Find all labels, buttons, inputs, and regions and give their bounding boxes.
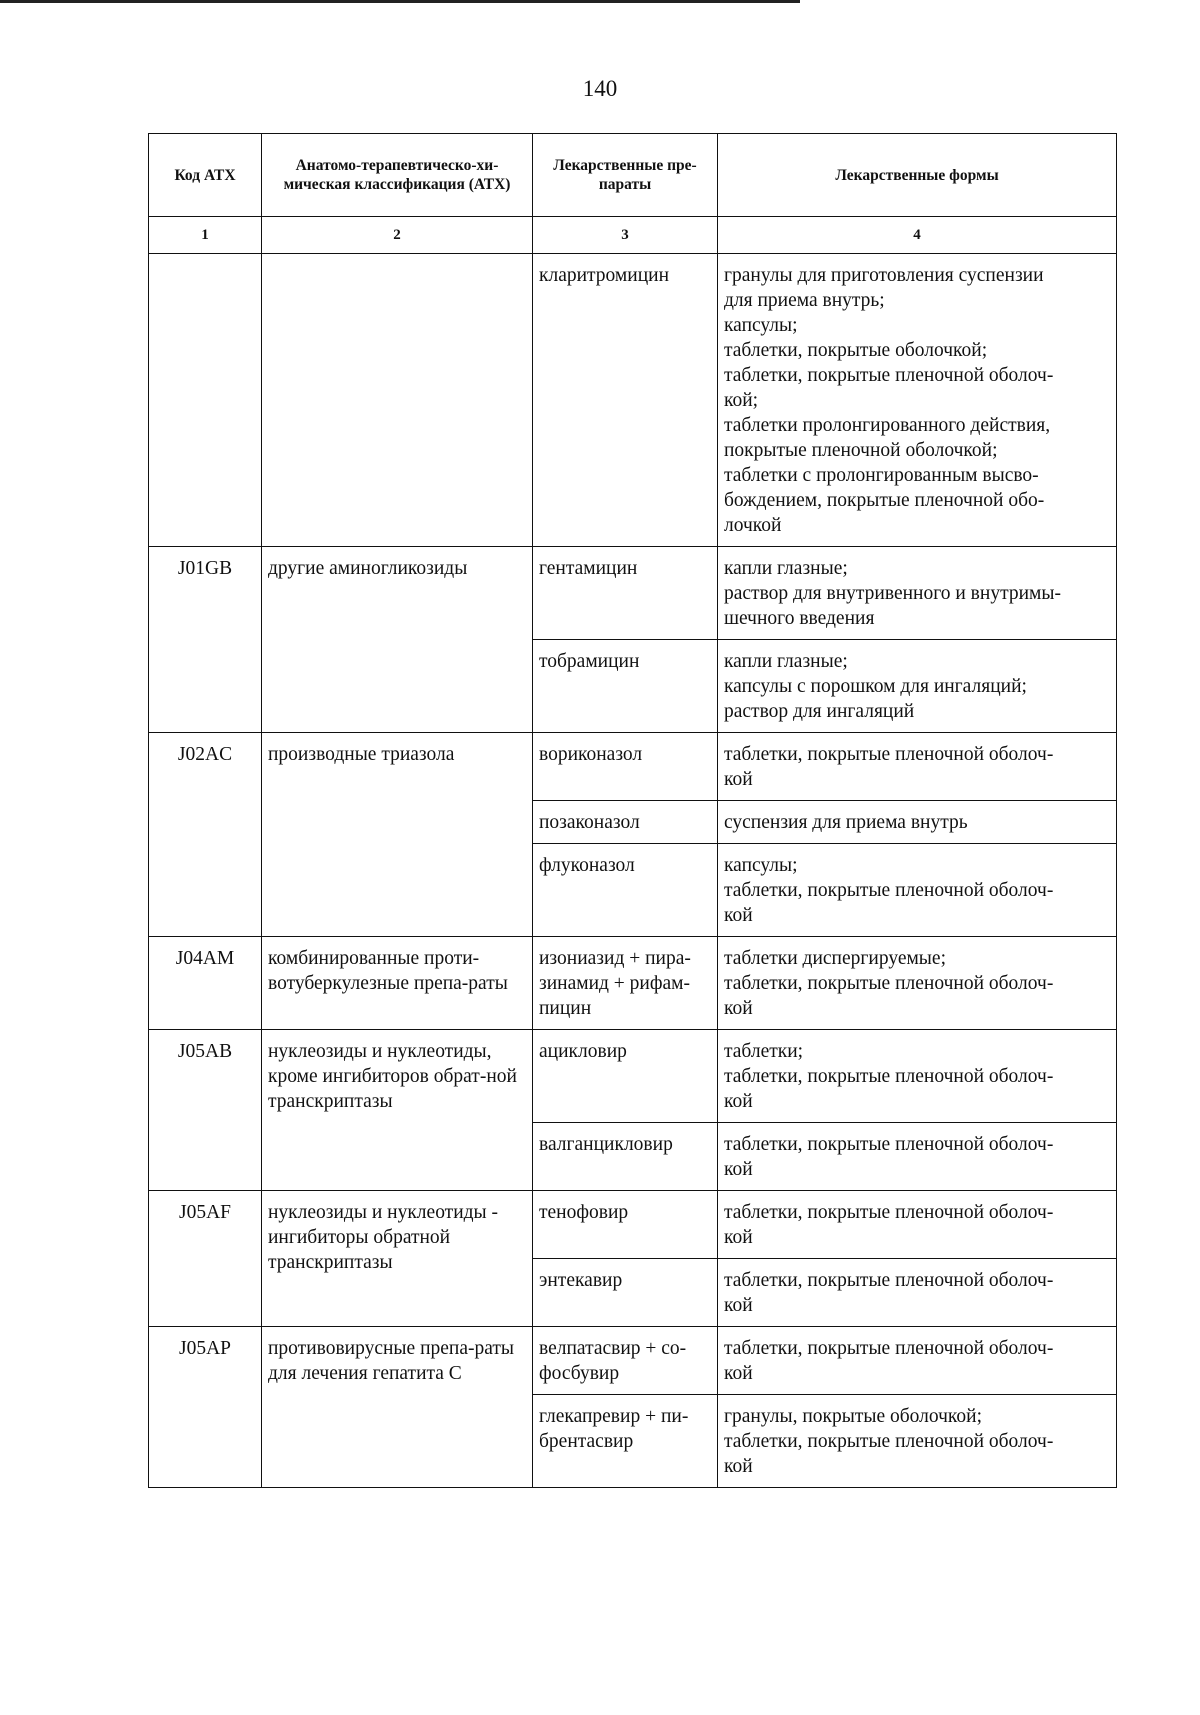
header-row [149, 134, 1117, 217]
dosage-form-line: кой [724, 1295, 753, 1316]
drug-name-cell: позаконазол [533, 801, 718, 844]
dosage-forms-cell [718, 801, 1117, 844]
dosage-forms-cell [718, 1259, 1117, 1327]
dosage-form-line: гранулы, покрытые оболочкой; [724, 1406, 983, 1427]
header-number: 2 [262, 217, 533, 254]
dosage-form-line: покрытые пленочной оболочкой; [724, 440, 998, 461]
classification-cell [262, 254, 533, 547]
drug-name-cell: велпатасвир + со-фосбувир [533, 1327, 718, 1395]
dosage-form-line: таблетки, покрытые пленочной оболоч- [724, 1066, 1054, 1087]
drug-name-cell: кларитромицин [533, 254, 718, 547]
drug-name-cell: глекапревир + пи-брентасвир [533, 1395, 718, 1488]
page-number: 140 [582, 76, 618, 101]
header-forms: Лекарственные формы [718, 134, 1117, 217]
dosage-form-line: капли глазные; [724, 651, 848, 672]
classification-cell: нуклеозиды и нуклеотиды - ингибиторы обратной транскриптазы [262, 1191, 533, 1327]
header-number: 4 [718, 217, 1117, 254]
table-row [149, 1327, 1117, 1395]
table-row [149, 937, 1117, 1030]
table-row [149, 1030, 1117, 1123]
header-number-row [149, 217, 1117, 254]
drug-name-cell: ацикловир [533, 1030, 718, 1123]
atx-code-cell: J05AP [149, 1327, 262, 1488]
dosage-forms-cell [718, 733, 1117, 801]
dosage-form-line: шечного введения [724, 608, 875, 629]
dosage-form-line: раствор для ингаляций [724, 701, 915, 722]
dosage-form-line: кой [724, 998, 753, 1019]
dosage-form-line: таблетки, покрытые пленочной оболоч- [724, 1134, 1054, 1155]
dosage-form-line: гранулы для приготовления суспензии [724, 265, 1044, 286]
dosage-form-line: таблетки, покрытые оболочкой; [724, 340, 988, 361]
drug-name-cell: тенофовир [533, 1191, 718, 1259]
dosage-form-line: таблетки, покрытые пленочной оболоч- [724, 973, 1054, 994]
dosage-form-line: таблетки, покрытые пленочной оболоч- [724, 1338, 1054, 1359]
dosage-form-line: лочкой [724, 515, 782, 536]
table-body [149, 254, 1117, 1488]
dosage-form-line: кой [724, 1363, 753, 1384]
dosage-form-line: кой [724, 1159, 753, 1180]
atx-table [148, 133, 1117, 1488]
dosage-form-line: таблетки, покрытые пленочной оболоч- [724, 1202, 1054, 1223]
header-number: 1 [149, 217, 262, 254]
atx-code-cell: J05AB [149, 1030, 262, 1191]
dosage-form-line: таблетки, покрытые пленочной оболоч- [724, 744, 1054, 765]
dosage-forms-cell [718, 547, 1117, 640]
header-number: 3 [533, 217, 718, 254]
scan-edge-line [0, 0, 800, 3]
table-row [149, 733, 1117, 801]
dosage-form-line: кой [724, 1227, 753, 1248]
dosage-forms-cell [718, 1030, 1117, 1123]
dosage-form-line: капли глазные; [724, 558, 848, 579]
drug-name-cell: флуконазол [533, 844, 718, 937]
dosage-form-line: таблетки, покрытые пленочной оболоч- [724, 880, 1054, 901]
dosage-form-line: бождением, покрытые пленочной обо- [724, 490, 1045, 511]
classification-cell: другие аминогликозиды [262, 547, 533, 733]
dosage-form-line: капсулы; [724, 315, 798, 336]
atx-code-cell: J04AM [149, 937, 262, 1030]
dosage-forms-cell [718, 1327, 1117, 1395]
dosage-form-line: таблетки; [724, 1041, 804, 1062]
drug-name-cell: тобрамицин [533, 640, 718, 733]
dosage-form-line: таблетки диспергируемые; [724, 948, 946, 969]
dosage-form-line: таблетки с пролонгированным высво- [724, 465, 1039, 486]
table-row [149, 254, 1117, 547]
dosage-form-line: для приема внутрь; [724, 290, 885, 311]
dosage-form-line: кой [724, 905, 753, 926]
dosage-forms-cell [718, 1191, 1117, 1259]
dosage-form-line: кой; [724, 390, 759, 411]
dosage-forms-cell [718, 1123, 1117, 1191]
classification-cell: нуклеозиды и нуклеотиды, кроме ингибиторов обрат-ной транскриптазы [262, 1030, 533, 1191]
dosage-forms-cell [718, 937, 1117, 1030]
drug-name-cell: вориконазол [533, 733, 718, 801]
dosage-form-line: суспензия для приема внутрь [724, 812, 968, 833]
atx-code-cell: J05AF [149, 1191, 262, 1327]
classification-cell: комбинированные проти-вотуберкулезные препа-раты [262, 937, 533, 1030]
drug-name-cell: изониазид + пира-зинамид + рифам-пицин [533, 937, 718, 1030]
dosage-form-line: капсулы с порошком для ингаляций; [724, 676, 1027, 697]
dosage-form-line: таблетки пролонгированного действия, [724, 415, 1051, 436]
dosage-form-line: капсулы; [724, 855, 798, 876]
dosage-form-line: кой [724, 769, 753, 790]
atx-code-cell: J02AC [149, 733, 262, 937]
drug-name-cell: энтекавир [533, 1259, 718, 1327]
dosage-form-line: таблетки, покрытые пленочной оболоч- [724, 1431, 1054, 1452]
table-row [149, 547, 1117, 640]
table-row [149, 1191, 1117, 1259]
header-classification: Анатомо-терапевтическо-хи-мическая классификация (АТХ) [262, 134, 533, 217]
dosage-form-line: кой [724, 1091, 753, 1112]
dosage-forms-cell [718, 1395, 1117, 1488]
dosage-form-line: таблетки, покрытые пленочной оболоч- [724, 1270, 1054, 1291]
dosage-form-line: таблетки, покрытые пленочной оболоч- [724, 365, 1054, 386]
header-drugs: Лекарственные пре-параты [533, 134, 718, 217]
dosage-form-line: раствор для внутривенного и внутримы- [724, 583, 1061, 604]
drug-name-cell: валганцикловир [533, 1123, 718, 1191]
dosage-forms-cell [718, 640, 1117, 733]
dosage-forms-cell [718, 844, 1117, 937]
dosage-form-line: кой [724, 1456, 753, 1477]
classification-cell: противовирусные препа-раты для лечения гепатита С [262, 1327, 533, 1488]
dosage-forms-cell [718, 254, 1117, 547]
atx-code-cell: J01GB [149, 547, 262, 733]
drug-name-cell: гентамицин [533, 547, 718, 640]
header-code: Код ATX [149, 134, 262, 217]
classification-cell: производные триазола [262, 733, 533, 937]
atx-code-cell [149, 254, 262, 547]
